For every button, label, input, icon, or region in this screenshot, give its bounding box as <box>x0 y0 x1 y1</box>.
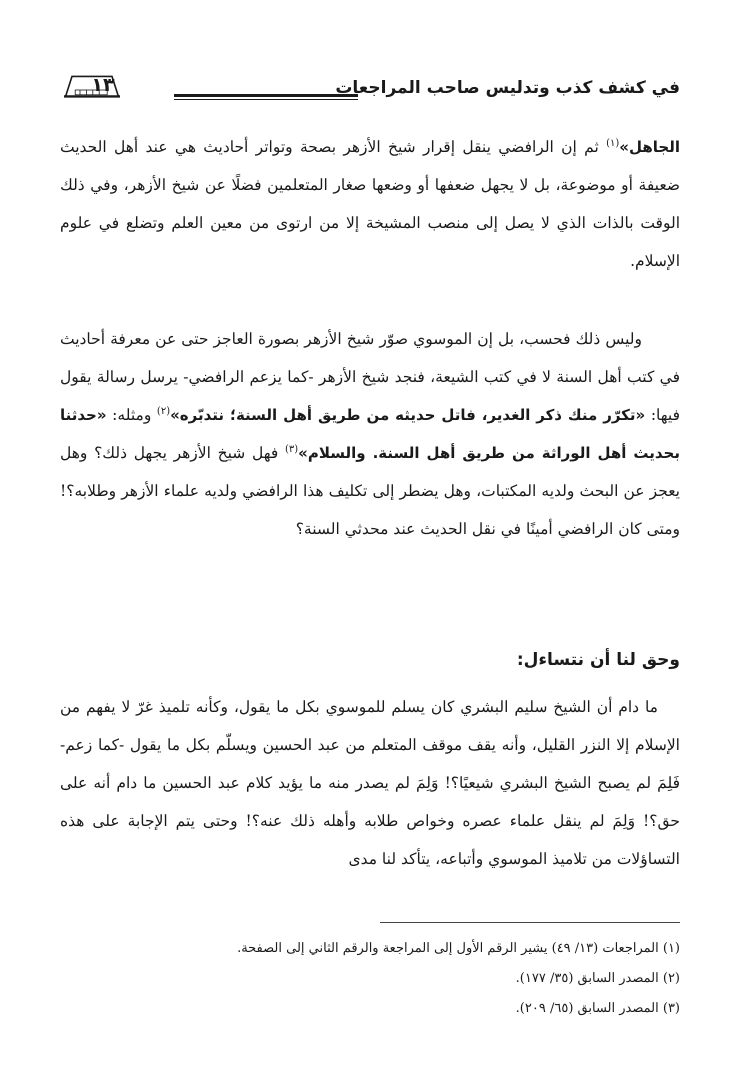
paragraph-1-lead: الجاهل» <box>619 138 680 156</box>
footnote-2: (٢) المصدر السابق (٣٥/ ١٧٧). <box>515 971 680 986</box>
footnote-3: (٣) المصدر السابق (٦٥/ ٢٠٩). <box>515 1001 680 1016</box>
quote-2: «حدثنا بحديث أهل الوراثة من طريق أهل السنة. والسلام» <box>60 406 680 462</box>
footnote-separator <box>380 922 680 923</box>
paragraph-1 <box>60 128 680 280</box>
running-header <box>62 72 680 108</box>
footnote-ref-1: (١) <box>606 137 620 149</box>
footnote-ref-3: (٣) <box>284 443 299 455</box>
paragraph-2-text-1: وليس ذلك فحسب، بل إن الموسوي صوّر شيخ الأزهر بصورة العاجز حتى عن معرفة أحاديث في كتب أهل السنة لا في كتب الشيعة، فنجد شيخ الأزهر -كما يزعم الرافضي- يرسل رسالة يقول فيها: <box>60 330 681 424</box>
page-number: ١٣ <box>91 74 115 96</box>
paragraph-1-text: ثم إن الرافضي ينقل إقرار شيخ الأزهر بصحة وتواتر أحاديث هي عند أهل الحديث ضعيفة أو موضوعة، بل لا يجهل ضعفها أو وضعها صغار المتعلمين فضلًا عن شيخ الأزهر، وفي ذلك الوقت بالذات الذي لا يصل إلى منصب المشيخة إلا من ارتوى من معين العلم وتضلع في علوم الإسلام. <box>60 138 680 270</box>
paragraph-3-text: ما دام أن الشيخ سليم البشري كان يسلم للموسوي بكل ما يقول، وكأنه تلميذ غرّ لا يفهم من الإسلام إلا النزر القليل، وأنه يقف موقف المتعلم من عبد الحسين ويسلّم بكل ما يقول -كما زعم- فَلِمَ لم يصبح الشيخ البشري شيعيًا؟! وَلِمَ لم يصدر منه ما يؤيد كلام عبد الحسين ما دام أنه على حق؟! وَلِمَ لم ينقل علماء عصره وخواص طلابه وأهله ذلك عنه؟! وحتى يتم الإجابة على هذه التساؤلات من تلاميذ الموسوي وأتباعه، يتأكد لنا مدى <box>60 698 680 868</box>
footnote-1: (١) المراجعات (١٣/ ٤٩) يشير الرقم الأول إلى المراجعة والرقم الثاني إلى الصفحة. <box>237 941 680 956</box>
paragraph-2-text-2: ومثله: <box>106 406 157 424</box>
footnote-ref-2: (٢) <box>156 405 171 417</box>
section-heading: وحق لنا أن نتساءل: <box>516 650 680 670</box>
paragraph-3 <box>60 688 680 878</box>
quote-1: «تكرّر منك ذكر الغدير، فاتل حديثه من طريق أهل السنة؛ نتدبّره» <box>170 406 646 424</box>
running-title: في كشف كذب وتدليس صاحب المراجعات <box>335 78 680 98</box>
page-number-badge <box>64 72 164 104</box>
header-rule <box>174 94 358 100</box>
paragraph-2-text-3: فهل شيخ الأزهر يجهل ذلك؟ وهل يعجز عن البحث ولديه المكتبات، وهل يضطر إلى تكليف هذا الرافضي ولديه علماء الأزهر وطلابه؟! ومتى كان الرافضي أمينًا في نقل الحديث عند محدثي السنة؟ <box>60 444 680 538</box>
paragraph-2 <box>60 320 680 548</box>
footnotes <box>60 934 680 1024</box>
